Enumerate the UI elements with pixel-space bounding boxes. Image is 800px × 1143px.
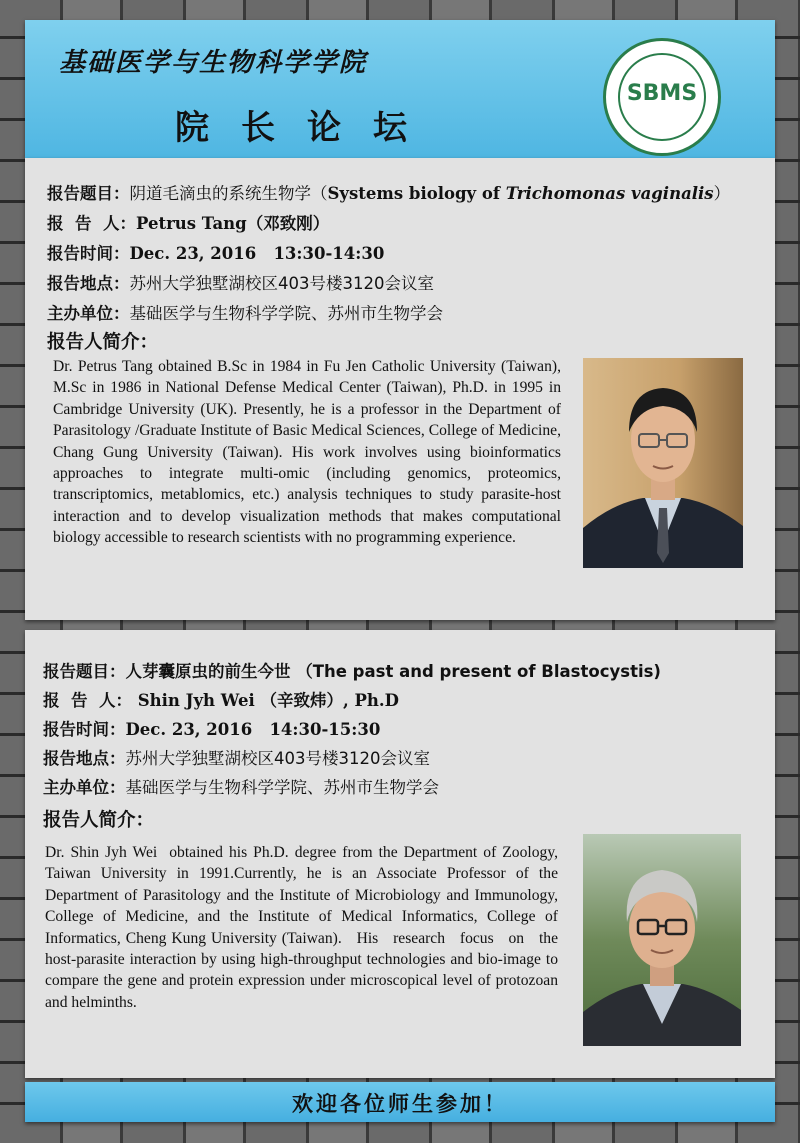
talk2-host: 主办单位：基础医学与生物科学学院、苏州市生物学会: [43, 778, 439, 797]
speaker2-portrait-image: [583, 834, 741, 1046]
talk1-host: 主办单位：基础医学与生物科学学院、苏州市生物学会: [47, 304, 443, 323]
welcome-text: 欢迎各位师生参加！: [292, 1092, 508, 1116]
school-name: 基础医学与生物科学学院: [59, 48, 368, 78]
school-logo: [603, 38, 721, 156]
talk2-bio: Dr. Shin Jyh Wei obtained his Ph.D. degree from the Department of Zoology, Taiwan University in 1991.Currently, he is an Associate Professor of the Department of Parasitology and the Institute of Microbiology and Immunology, College of Medicine, and the Institute of Medical Informatics, College of Informatics, Cheng Kung University (Taiwan). His research focus on the host-parasite interaction by using high-throughput technologies and bio-image to compare the gene and protein expression under microscopical level of protozoan and helminths.: [45, 844, 570, 1011]
talk2-topic: 报告题目：人芽囊原虫的前生今世 （The past and present of Blastocystis): [43, 662, 661, 681]
talk2-place: 报告地点：苏州大学独墅湖校区403号楼3120会议室: [43, 749, 430, 768]
talk-panel-2: [25, 630, 775, 1078]
talk2-bio-heading: 报告人简介：: [43, 810, 155, 831]
talk2-time: 报告时间：Dec. 23, 2016 14:30-15:30: [43, 720, 381, 739]
talk1-speaker: 报 告 人：Petrus Tang（邓致刚）: [47, 214, 330, 233]
talk1-bio-heading: 报告人简介：: [47, 332, 159, 353]
forum-title: 院长论坛: [175, 108, 439, 148]
logo-text: SBMS: [626, 81, 698, 106]
footer-banner: [25, 1082, 775, 1122]
talk2-speaker: 报 告 人： Shin Jyh Wei （辛致炜）, Ph.D: [43, 691, 399, 710]
header-banner: [25, 20, 775, 158]
talk1-bio: Dr. Petrus Tang obtained B.Sc in 1984 in Fu Jen Catholic University (Taiwan), M.Sc in 1986 in National Defense Medical Center (Taiwan), Ph.D. in 1995 in Cambridge University (UK). Presently, he is a professor in the Department of Parasitology /Graduate Institute of Basic Medical Sciences, College of Medicine, Chang Gung University (Taiwan). His work involves using bioinformatics approaches to integrate multi-omic (including genomics, proteomics, transcriptomics, metablomics, etc.) analysis techniques to study parasite-host interaction and to develop visualization methods that makes computational biology accessible to research scientists with no programming experience.: [53, 358, 561, 547]
speaker2-photo: [583, 834, 741, 1046]
talk1-time: 报告时间：Dec. 23, 2016 13:30-14:30: [47, 244, 385, 263]
speaker1-photo: [583, 358, 743, 568]
talk1-place: 报告地点：苏州大学独墅湖校区403号楼3120会议室: [47, 274, 434, 293]
talk1-topic: 报告题目：阴道毛滴虫的系统生物学（Systems biology of Trichomonas vaginalis）: [47, 184, 731, 203]
talk-panel-1: [25, 158, 775, 620]
speaker1-portrait-image: [583, 358, 743, 568]
